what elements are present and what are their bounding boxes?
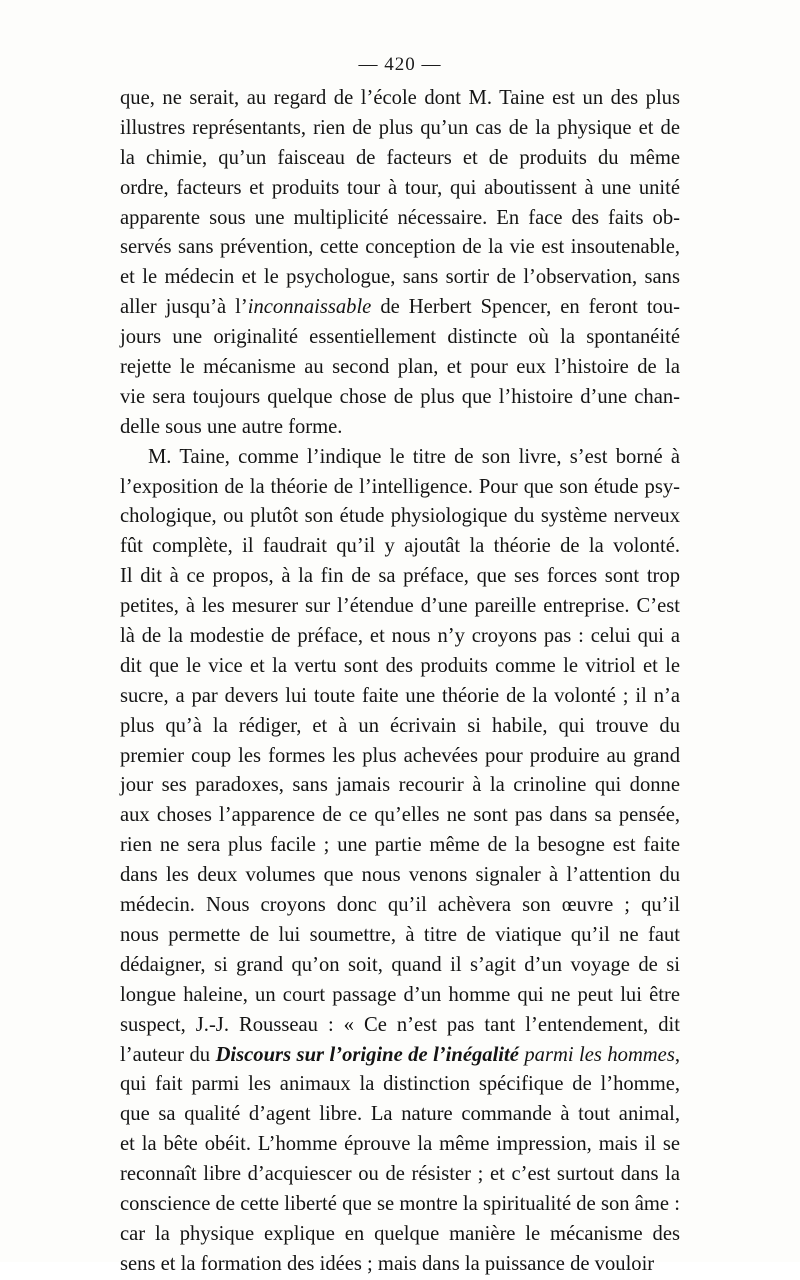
text-run: petites, à les mesurer sur l’étendue d’une pareille entreprise. C’est	[120, 595, 680, 618]
text-line	[120, 1220, 680, 1250]
text-line	[120, 84, 680, 114]
text-run: qui fait parmi les animaux la distinction spécifique de l’homme,	[120, 1073, 680, 1096]
text-line	[120, 144, 680, 174]
text-line	[120, 1190, 680, 1220]
text-line	[120, 951, 680, 981]
text-line	[120, 562, 680, 592]
text-line	[120, 353, 680, 383]
text-run: que, ne serait, au regard de l’école dont M. Taine est un des plus	[120, 87, 680, 109]
text-line	[120, 1160, 680, 1190]
text-run: fût complète, il faudrait qu’il y ajoutât la théorie de la volonté.	[120, 535, 680, 558]
text-line	[120, 861, 680, 891]
text-run: sucre, a par devers lui toute faite une théorie de la volonté ; il n’a	[120, 684, 680, 707]
emphasized-text: Discours sur l’origine de l’inégalité	[215, 1043, 519, 1066]
text-line	[120, 891, 680, 921]
text-run: jour ses paradoxes, sans jamais recourir à la crinoline qui donne	[120, 774, 680, 797]
text-line	[120, 712, 680, 742]
text-run: aller jusqu’à l’	[120, 296, 248, 319]
text-line	[120, 1011, 680, 1041]
text-run: Il dit à ce propos, à la fin de sa préface, que ses forces sont trop	[120, 565, 680, 588]
text-run: nous permette de lui soumettre, à titre de viatique qu’il ne faut	[120, 923, 680, 946]
text-run: dit que le vice et la vertu sont des produits comme le vitriol et le	[120, 654, 680, 677]
text-run: conscience de cette liberté que se montre la spiritualité de son âme :	[120, 1192, 680, 1215]
text-line	[120, 921, 680, 951]
text-line	[120, 592, 680, 622]
text-line	[120, 652, 680, 682]
text-line	[120, 204, 680, 234]
text-line	[120, 532, 680, 562]
text-run: reconnaît libre d’acquiescer ou de résister ; et c’est surtout dans la	[120, 1163, 680, 1186]
text-run: et le médecin et le psychologue, sans sortir de l’observation, sans	[120, 266, 680, 289]
text-line	[120, 323, 680, 353]
text-line	[120, 742, 680, 772]
text-run: la chimie, qu’un faisceau de facteurs et de produits du même	[120, 146, 680, 169]
text-run: delle sous une autre forme.	[120, 415, 343, 438]
text-line	[120, 771, 680, 801]
text-run: illustres représentants, rien de plus qu’un cas de la physique et de	[120, 116, 680, 139]
text-run: là de la modestie de préface, et nous n’y croyons pas : celui qui a	[120, 625, 680, 648]
text-line	[120, 233, 680, 263]
text-line	[120, 174, 680, 204]
text-line	[120, 1100, 680, 1130]
text-line	[120, 413, 680, 443]
text-run: M. Taine, comme l’indique le titre de son livre, s’est borné à	[148, 445, 680, 468]
text-run: ,	[674, 1043, 680, 1066]
body-text	[120, 84, 680, 1280]
text-line	[120, 682, 680, 712]
text-run: plus qu’à la rédiger, et à un écrivain si habile, qui trouve du	[120, 714, 680, 737]
text-run: servés sans prévention, cette conception de la vie est insoutenable,	[120, 236, 680, 259]
text-run: ordre, facteurs et produits tour à tour, qui aboutissent à une unité	[120, 176, 680, 199]
text-run: sens et la formation des idées ; mais dans la puissance de vouloir	[120, 1252, 655, 1275]
text-run: jours une originalité essentiellement distincte où la spontanéité	[120, 326, 680, 349]
text-run: vie sera toujours quelque chose de plus que l’histoire d’une chan-	[120, 385, 680, 408]
emphasized-text: parmi les hommes	[524, 1043, 675, 1066]
text-line	[120, 473, 680, 503]
text-run: de Herbert Spencer, en feront tou-	[371, 296, 680, 319]
text-line	[120, 1041, 680, 1071]
text-run: chologique, ou plutôt son étude physiologique du système nerveux	[120, 505, 680, 528]
text-run: que sa qualité d’agent libre. La nature commande à tout animal,	[120, 1103, 680, 1126]
text-run: aux choses l’apparence de ce qu’elles ne sont pas dans sa pensée,	[120, 804, 680, 827]
text-run: l’exposition de la théorie de l’intelligence. Pour que son étude psy-	[120, 475, 680, 498]
text-line	[120, 383, 680, 413]
text-line	[120, 114, 680, 144]
text-run: premier coup les formes les plus achevées pour produire au grand	[120, 744, 680, 767]
text-line	[120, 502, 680, 532]
text-line	[120, 293, 680, 323]
page-number: — 420 —	[358, 54, 442, 75]
text-run: dédaigner, si grand qu’on soit, quand il s’agit d’un voyage de si	[120, 953, 680, 976]
text-run: longue haleine, un court passage d’un homme qui ne peut lui être	[120, 983, 680, 1006]
text-line	[120, 1250, 680, 1280]
text-line	[120, 831, 680, 861]
text-line	[120, 443, 680, 473]
text-line	[120, 622, 680, 652]
text-run: rejette le mécanisme au second plan, et pour eux l’histoire de la	[120, 356, 680, 379]
text-run: apparente sous une multiplicité nécessaire. En face des faits ob-	[120, 206, 680, 229]
text-run: l’auteur du	[120, 1043, 216, 1066]
text-line	[120, 1070, 680, 1100]
text-line	[120, 263, 680, 293]
text-run: rien ne sera plus facile ; une partie même de la besogne est faite	[120, 834, 680, 857]
emphasized-text: inconnaissable	[247, 296, 372, 319]
text-line	[120, 981, 680, 1011]
text-run: dans les deux volumes que nous venons signaler à l’attention du	[120, 864, 680, 887]
text-run: et la bête obéit. L’homme éprouve la même impression, mais il se	[120, 1133, 680, 1156]
text-run: car la physique explique en quelque manière le mécanisme des	[120, 1222, 680, 1245]
text-run: suspect, J.-J. Rousseau : « Ce n’est pas tant l’entendement, dit	[120, 1013, 680, 1036]
text-line	[120, 801, 680, 831]
text-line	[120, 1130, 680, 1160]
text-run: médecin. Nous croyons donc qu’il achèvera son œuvre ; qu’il	[120, 894, 680, 917]
